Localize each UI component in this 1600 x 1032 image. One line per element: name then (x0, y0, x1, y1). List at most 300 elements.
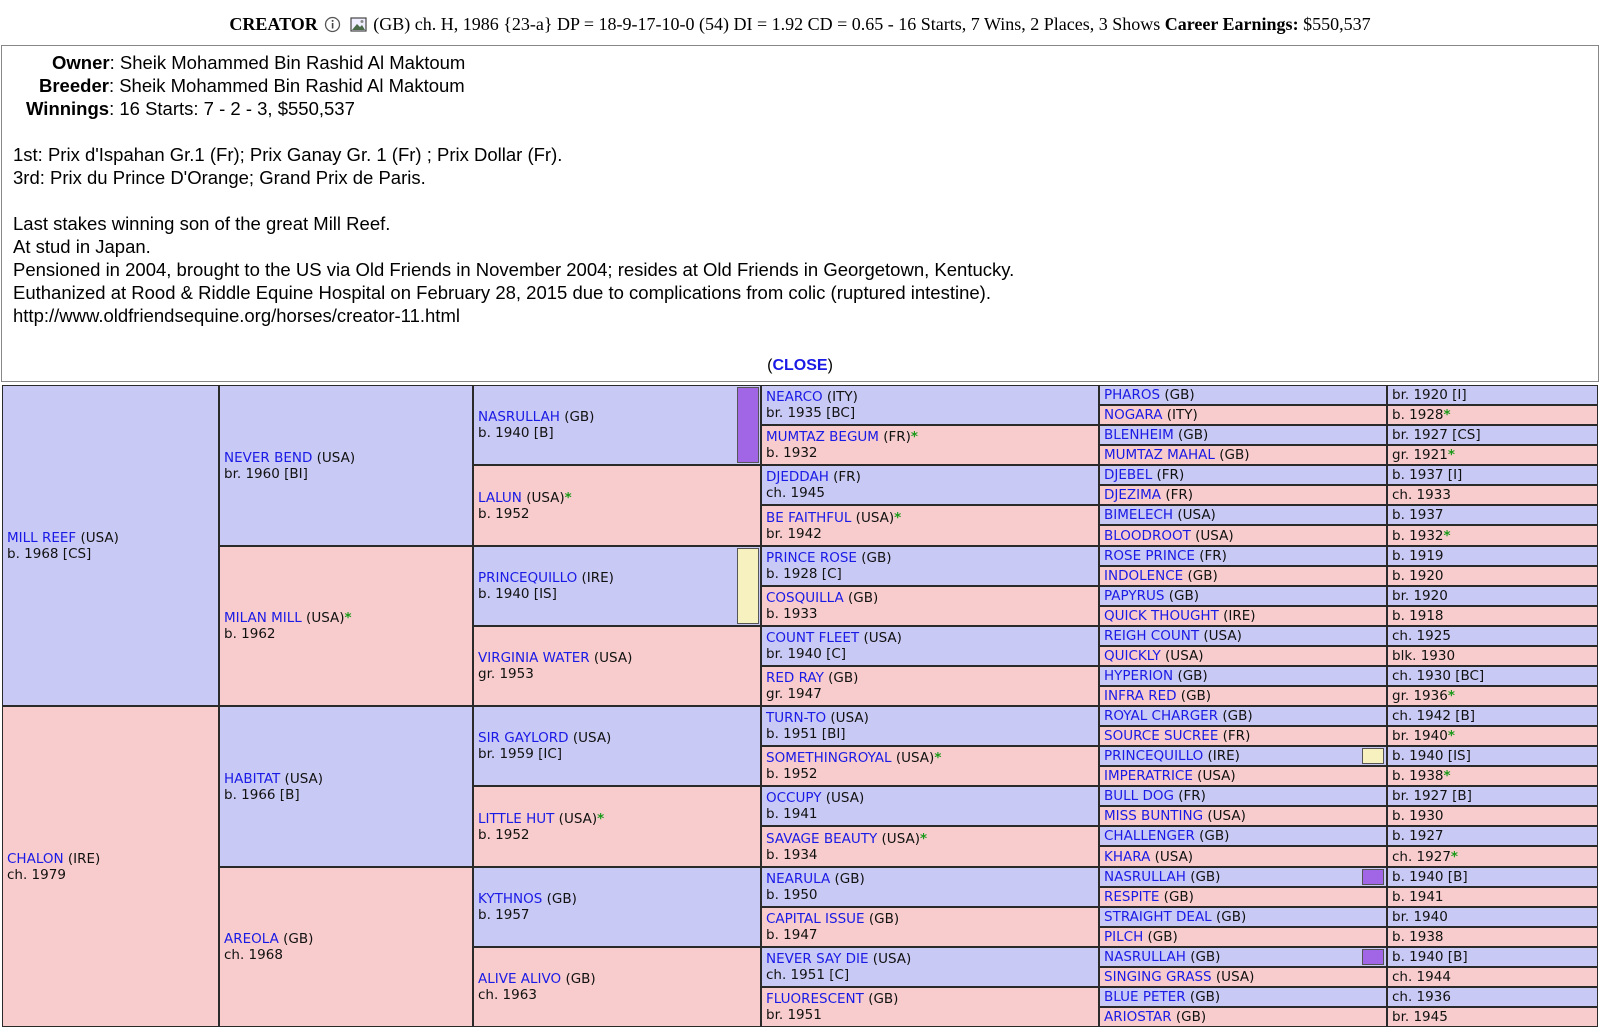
pedigree-cell-content (478, 409, 594, 441)
horse-country: (USA) (1190, 527, 1234, 544)
pedigree-cell (1099, 746, 1387, 766)
pedigree-cell-content (766, 710, 869, 742)
pedigree-name-line (1104, 768, 1236, 784)
horse-link[interactable]: BE FAITHFUL (766, 509, 852, 526)
horse-country: (IRE) (63, 850, 101, 867)
pedigree-cell-content (224, 450, 355, 482)
pedigree-name-line (478, 490, 572, 506)
pedigree-name-line (1104, 949, 1220, 965)
horse-link[interactable]: PHAROS (1104, 387, 1161, 403)
horse-info: br. 1945 (1392, 1009, 1448, 1025)
horse-country: (GB) (542, 891, 577, 907)
pedigree-cell (1099, 826, 1387, 846)
pedigree-cell (761, 867, 1099, 907)
breeder-value: : Sheik Mohammed Bin Rashid Al Maktoum (108, 75, 465, 96)
pedigree-cell (1099, 686, 1387, 706)
horse-country: (FR) (828, 469, 861, 485)
pedigree-name-line (478, 650, 632, 666)
pedigree-info-cell (1387, 606, 1598, 626)
pedigree-name-line (1104, 528, 1234, 544)
pedigree-cell (2, 385, 219, 706)
pedigree-cell-content (1104, 528, 1234, 544)
pedigree-cell-content (1104, 869, 1220, 885)
horse-country: (USA) (76, 529, 119, 546)
pedigree-name-line (1104, 808, 1246, 824)
pedigree-cell-content (766, 911, 899, 943)
horse-country: (GB) (830, 871, 865, 887)
horse-info: b. 1928 (1392, 407, 1444, 423)
horse-country: (USA) (1211, 969, 1255, 985)
pedigree-cell (761, 465, 1099, 505)
pedigree-name-line (766, 590, 878, 606)
pedigree-name-line (766, 389, 858, 405)
horse-info: b. 1934 (766, 846, 818, 863)
pedigree-cell (1099, 646, 1387, 666)
pedigree-name-line (1104, 648, 1204, 664)
pedigree-cell (761, 826, 1099, 867)
pedigree-cell (219, 546, 473, 706)
chef-de-race-star: * (564, 489, 572, 506)
horse-country: (FR) (1218, 728, 1251, 744)
chef-de-race-star: * (1443, 407, 1451, 423)
pedigree-cell-content (478, 650, 632, 682)
pedigree-cell-content (766, 951, 911, 983)
horse-link[interactable]: DJEBEL (1104, 467, 1153, 483)
pedigree-cell-content (1104, 788, 1206, 804)
horse-country: (IRE) (1218, 608, 1256, 624)
horse-link[interactable]: MUMTAZ MAHAL (1104, 447, 1215, 463)
horse-link[interactable]: DJEDDAH (766, 469, 829, 485)
horse-link[interactable]: RESPITE (1104, 889, 1160, 905)
horse-country: (GB) (278, 931, 314, 947)
horse-link[interactable]: NEVER BEND (224, 449, 313, 466)
pedigree-cell (761, 746, 1099, 786)
career-earnings-value: $550,537 (1303, 14, 1371, 34)
horse-link[interactable]: PAPYRUS (1104, 588, 1165, 604)
pedigree-name-line (7, 851, 100, 867)
pedigree-info-cell (1387, 646, 1598, 666)
pedigree-info-cell (1387, 867, 1598, 887)
pedigree-name-line (766, 510, 901, 526)
pedigree-cell-content (766, 750, 941, 782)
pedigree-cell-content (478, 891, 577, 923)
horse-country: (USA) (826, 710, 869, 726)
horse-country: (GB) (1173, 427, 1209, 443)
pedigree-cell-content (1104, 467, 1184, 483)
pedigree-cell-content (478, 490, 572, 522)
pedigree-cell (1099, 867, 1387, 887)
pedigree-name-line (1104, 467, 1184, 483)
chef-de-race-star: * (597, 810, 605, 827)
horse-link[interactable]: BULL DOG (1104, 788, 1174, 804)
horse-link[interactable]: NASRULLAH (478, 409, 560, 425)
pedigree-info-cell (1387, 947, 1598, 967)
horse-info: ch. 1930 [BC] (1392, 668, 1485, 684)
pedigree-name-line (478, 730, 611, 746)
horse-info-panel (1, 45, 1599, 382)
pedigree-cell-content (766, 590, 878, 622)
pedigree-cell (1099, 947, 1387, 967)
pedigree-cell-content (1104, 507, 1216, 523)
horse-link[interactable]: NEVER SAY DIE (766, 951, 869, 967)
horse-info: ch. 1942 [B] (1392, 708, 1476, 724)
horse-link[interactable]: CHALON (7, 850, 64, 867)
pedigree-info-cell (1387, 927, 1598, 947)
pedigree-name-line (766, 469, 861, 485)
pedigree-name-line (766, 871, 865, 887)
horse-link[interactable]: DJEZIMA (1104, 487, 1162, 503)
pedigree-info-cell (1387, 846, 1598, 867)
horse-info: b. 1952 (478, 826, 530, 843)
pedigree-name-line (1104, 989, 1220, 1005)
duplicate-marker (737, 387, 759, 463)
horse-country: (GB) (823, 670, 859, 686)
pedigree-cell (473, 385, 761, 465)
horse-link[interactable]: ARIOSTAR (1104, 1009, 1172, 1025)
pedigree-cell-content (1104, 768, 1236, 784)
pedigree-cell (1099, 485, 1387, 505)
pedigree-cell-content (1104, 969, 1254, 985)
pedigree-cell (761, 425, 1099, 465)
pedigree-cell-content (1104, 849, 1193, 865)
horse-info: br. 1920 [I] (1392, 387, 1467, 403)
horse-country: (GB) (1185, 869, 1221, 885)
horse-info: b. 1920 (1392, 568, 1444, 584)
pedigree-cell (1099, 525, 1387, 546)
horse-link[interactable]: SINGING GRASS (1104, 969, 1212, 985)
pedigree-cell (1099, 927, 1387, 947)
horse-info: b. 1919 (1392, 548, 1444, 564)
horse-link[interactable]: NASRULLAH (1104, 949, 1186, 965)
pedigree-cell (1099, 445, 1387, 465)
horse-link[interactable]: BIMELECH (1104, 507, 1174, 523)
pedigree-cell (1099, 546, 1387, 566)
pedigree-cell (1099, 465, 1387, 485)
pedigree-name-line (766, 630, 902, 646)
pedigree-info-cell (1387, 465, 1598, 485)
owner-row (52, 51, 465, 75)
horse-country: (FR) (1161, 487, 1194, 503)
horse-country: (GB) (561, 971, 596, 987)
horse-country: (USA) (1173, 507, 1216, 523)
horse-info: b. 1952 (766, 766, 818, 782)
horse-link[interactable]: NOGARA (1104, 407, 1163, 423)
pedigree-cell-content (1104, 387, 1195, 403)
breeder-row (39, 74, 465, 98)
horse-country: (GB) (843, 590, 879, 606)
pedigree-cell-content (1104, 708, 1253, 724)
horse-link[interactable]: KHARA (1104, 848, 1151, 865)
horse-country: (USA) (1160, 648, 1204, 664)
duplicate-marker (1362, 748, 1384, 764)
chef-de-race-star: * (1450, 848, 1458, 865)
pedigree-name-line (1104, 487, 1193, 503)
duplicate-marker (1362, 949, 1384, 965)
pedigree-cell-content (1104, 568, 1218, 584)
horse-link[interactable]: MILAN MILL (224, 610, 302, 626)
horse-info: br. 1959 [IC] (478, 746, 563, 762)
pedigree-info-cell (1387, 385, 1598, 405)
pedigree-cell (761, 706, 1099, 746)
pedigree-name-line (1104, 869, 1220, 885)
horse-country: (USA) (1203, 808, 1246, 824)
horse-link[interactable]: VIRGINIA WATER (478, 650, 590, 666)
horse-info: gr. 1921 (1392, 447, 1448, 463)
horse-info: b. 1938 (1392, 929, 1444, 945)
pedigree-name-line (1104, 788, 1206, 804)
horse-link[interactable]: INDOLENCE (1104, 568, 1184, 584)
pedigree-cell-content (1104, 949, 1220, 965)
pedigree-name-line (766, 790, 864, 806)
horse-info: b. 1937 (1392, 507, 1444, 523)
pedigree-name-line (1104, 608, 1256, 624)
pedigree-cell (219, 867, 473, 1027)
pedigree-cell-content (1104, 909, 1246, 925)
pedigree-cell (1099, 726, 1387, 746)
horse-info: ch. 1963 (478, 987, 537, 1003)
breeder-label: Breeder (39, 75, 109, 96)
pedigree-cell-content (1104, 889, 1194, 905)
horse-info: gr. 1936 (1392, 688, 1448, 704)
horse-info: b. 1957 (478, 907, 530, 923)
pedigree-cell (473, 626, 761, 706)
horse-country: (GB) (1183, 568, 1218, 584)
pedigree-name-line (478, 570, 614, 586)
pedigree-cell (761, 907, 1099, 947)
horse-info: b. 1937 [I] (1392, 467, 1463, 483)
horse-info: blk. 1930 (1392, 648, 1456, 664)
horse-info: b. 1933 (766, 606, 818, 622)
horse-link[interactable]: MILL REEF (7, 529, 77, 546)
horse-link[interactable]: PILCH (1104, 929, 1144, 945)
pedigree-cell-content (1104, 808, 1246, 824)
horse-info: br. 1940 (1392, 728, 1448, 744)
horse-country: (ITY) (1162, 407, 1198, 423)
pedigree-info-cell (1387, 706, 1598, 726)
horse-country: (USA) (1199, 628, 1242, 644)
pedigree-name-line (1104, 427, 1208, 443)
pedigree-cell (1099, 385, 1387, 405)
info-line-1: 1st: Prix d'Ispahan Gr.1 (Fr); Prix Ganay Gr. 1 (Fr) ; Prix Dollar (Fr). (13, 144, 563, 165)
pedigree-name-line (1104, 568, 1218, 584)
horse-link[interactable]: LITTLE HUT (478, 810, 555, 827)
horse-link[interactable]: MUMTAZ BEGUM (766, 429, 879, 445)
pedigree-info-cell (1387, 626, 1598, 646)
horse-info: b. 1932 (766, 445, 818, 461)
horse-link[interactable]: HYPERION (1104, 668, 1174, 684)
horse-country: (ITY) (822, 389, 858, 405)
pedigree-cell (761, 947, 1099, 987)
horse-country: (USA) (891, 750, 935, 766)
horse-link[interactable]: NEARCO (766, 389, 823, 405)
duplicate-marker (1362, 869, 1384, 885)
horse-link[interactable]: AREOLA (224, 931, 279, 947)
horse-link[interactable]: QUICKLY (1104, 648, 1161, 664)
pedigree-cell (473, 546, 761, 626)
winnings-value: : 16 Starts: 7 - 2 - 3, $550,537 (109, 98, 355, 119)
horse-link[interactable]: OCCUPY (766, 790, 822, 806)
horse-info: b. 1940 [B] (1392, 949, 1468, 965)
pedigree-cell (473, 786, 761, 867)
pedigree-name-line (766, 710, 869, 726)
horse-link[interactable]: LALUN (478, 489, 522, 506)
horse-link[interactable]: RED RAY (766, 670, 824, 686)
close-close-paren: ) (827, 357, 833, 374)
horse-info: br. 1942 (766, 525, 822, 542)
horse-link[interactable]: COSQUILLA (766, 590, 844, 606)
pedigree-cell (473, 867, 761, 947)
pedigree-info-cell (1387, 405, 1598, 425)
pedigree-name-line (1104, 628, 1242, 644)
horse-country: (GB) (1185, 989, 1221, 1005)
pedigree-info-cell (1387, 987, 1598, 1007)
pedigree-cell (1099, 887, 1387, 907)
pedigree-cell (1099, 846, 1387, 867)
pedigree-name-line (1104, 548, 1227, 564)
horse-link[interactable]: INFRA RED (1104, 688, 1177, 704)
pedigree-cell (1099, 967, 1387, 987)
pedigree-info-cell (1387, 826, 1598, 846)
horse-info: b. 1951 [BI] (766, 726, 846, 742)
pedigree-cell-content (478, 811, 604, 843)
pedigree-cell-content (766, 670, 858, 702)
horse-country: (USA) (280, 770, 324, 787)
winnings-label: Winnings (26, 98, 110, 119)
horse-country: (USA) (301, 610, 345, 626)
pedigree-name-line (1104, 447, 1250, 463)
pedigree-cell (1099, 626, 1387, 646)
pedigree-cell-content (1104, 648, 1204, 664)
pedigree-name-line (1104, 969, 1254, 985)
horse-link[interactable]: BLOODROOT (1104, 527, 1191, 544)
pedigree-name-line (766, 550, 892, 566)
info-line-4: Last stakes winning son of the great Mill Reef. (13, 213, 391, 234)
horse-country: (GB) (1159, 889, 1194, 905)
horse-country: (GB) (1214, 447, 1250, 463)
horse-country: (GB) (1143, 929, 1178, 945)
pedigree-cell-content (224, 771, 323, 803)
horse-country: (USA) (312, 449, 356, 466)
horse-info: b. 1941 (1392, 889, 1444, 905)
horse-country: (FR) (878, 429, 911, 445)
horse-link[interactable]: MISS BUNTING (1104, 808, 1204, 824)
horse-info: b. 1940 [IS] (478, 586, 557, 602)
horse-country: (USA) (877, 830, 921, 847)
pedigree-name-line (224, 610, 352, 626)
pedigree-cell (1099, 1007, 1387, 1027)
horse-link[interactable]: TURN-TO (766, 710, 827, 726)
horse-info: gr. 1953 (478, 666, 534, 682)
chef-de-race-star: * (344, 610, 352, 626)
chef-de-race-star: * (894, 509, 902, 526)
horse-country: (IRE) (1203, 748, 1240, 764)
pedigree-cell-content (766, 871, 865, 903)
career-earnings-label: Career Earnings: (1164, 14, 1299, 34)
horse-info: br. 1927 [B] (1392, 788, 1472, 804)
horse-link[interactable]: HABITAT (224, 770, 281, 787)
horse-info: ch. 1936 (1392, 989, 1451, 1005)
info-icon[interactable] (324, 16, 341, 33)
pedigree-cell-content (1104, 427, 1208, 443)
horse-link[interactable]: NEARULA (766, 871, 831, 887)
pedigree-name-line (766, 831, 927, 847)
horse-link[interactable]: SIR GAYLORD (478, 730, 569, 746)
horse-link[interactable]: FLUORESCENT (766, 991, 864, 1007)
horse-country: (USA) (868, 951, 912, 967)
horse-link[interactable]: ALIVE ALIVO (478, 971, 562, 987)
pedigree-name-line (1104, 929, 1178, 945)
horse-country: (GB) (1160, 387, 1195, 403)
horse-country: (USA) (554, 810, 598, 827)
pedigree-name-line (478, 971, 596, 987)
horse-link[interactable]: ROYAL CHARGER (1104, 708, 1219, 724)
chef-de-race-star: * (1447, 688, 1455, 704)
horse-link[interactable]: KYTHNOS (478, 891, 543, 907)
horse-link[interactable]: STRAIGHT DEAL (1104, 909, 1212, 925)
photo-icon[interactable] (350, 16, 367, 33)
pedigree-cell (1099, 566, 1387, 586)
pedigree-name-line (1104, 1009, 1206, 1025)
horse-country: (GB) (1211, 909, 1247, 925)
horse-link[interactable]: SOURCE SUCREE (1104, 728, 1219, 744)
horse-link[interactable]: NASRULLAH (1104, 869, 1186, 885)
horse-link[interactable]: ROSE PRINCE (1104, 548, 1195, 564)
horse-link[interactable]: COUNT FLEET (766, 630, 860, 646)
horse-link[interactable]: REIGH COUNT (1104, 628, 1200, 644)
pedigree-cell-content (1104, 628, 1242, 644)
horse-link[interactable]: BLUE PETER (1104, 989, 1186, 1005)
horse-link[interactable]: PRINCEQUILLO (478, 570, 578, 586)
pedigree-cell-content (766, 790, 864, 822)
pedigree-cell (1099, 706, 1387, 726)
horse-link[interactable]: SOMETHINGROYAL (766, 750, 892, 766)
pedigree-cell-content (766, 630, 902, 662)
horse-link[interactable]: QUICK THOUGHT (1104, 608, 1219, 624)
close-link[interactable]: CLOSE (772, 357, 828, 374)
pedigree-cell (473, 706, 761, 786)
pedigree-cell-content (478, 570, 614, 602)
pedigree-cell-content (766, 831, 927, 863)
pedigree-cell-content (478, 971, 596, 1003)
chef-de-race-star: * (1447, 728, 1455, 744)
chef-de-race-star: * (934, 750, 942, 766)
info-url[interactable]: http://www.oldfriendsequine.org/horses/creator-11.html (13, 305, 460, 326)
pedigree-cell-content (1104, 748, 1240, 764)
horse-link[interactable]: IMPERATRICE (1104, 768, 1193, 784)
horse-link[interactable]: SAVAGE BEAUTY (766, 830, 878, 847)
close-row (0, 354, 1600, 378)
pedigree-cell (761, 666, 1099, 706)
pedigree-name-line (766, 670, 858, 686)
horse-link[interactable]: CHALLENGER (1104, 828, 1195, 844)
pedigree-cell (761, 546, 1099, 586)
pedigree-cell-content (1104, 668, 1208, 684)
pedigree-info-cell (1387, 766, 1598, 786)
horse-country: (USA) (568, 730, 612, 746)
horse-country: (GB) (1185, 949, 1221, 965)
pedigree-cell (1099, 766, 1387, 786)
horse-link[interactable]: PRINCEQUILLO (1104, 748, 1204, 764)
horse-link[interactable]: CAPITAL ISSUE (766, 911, 865, 927)
horse-header (0, 0, 1600, 46)
horse-country: (GB) (864, 911, 900, 927)
horse-link[interactable]: PRINCE ROSE (766, 550, 857, 566)
horse-link[interactable]: BLENHEIM (1104, 427, 1174, 443)
pedigree-cell-content (1104, 407, 1198, 423)
horse-country: (USA) (1150, 848, 1194, 865)
pedigree-cell-content (1104, 608, 1256, 624)
pedigree-name-line (766, 951, 911, 967)
